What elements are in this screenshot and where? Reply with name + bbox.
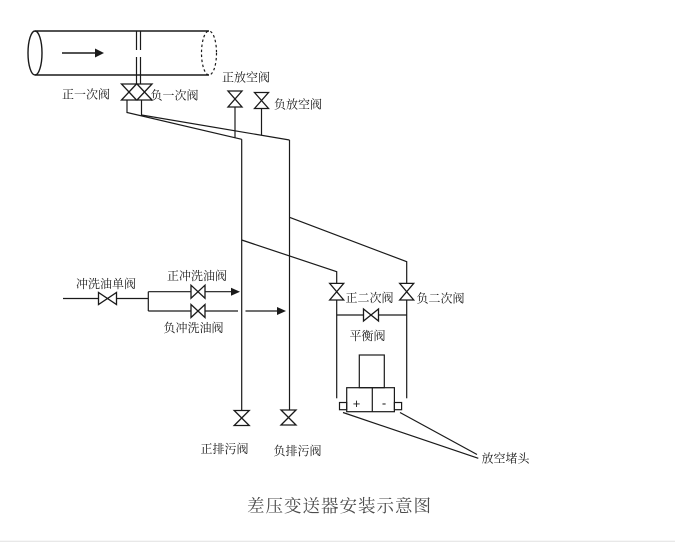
positive-flushing-oil-valve-symbol [191, 285, 205, 298]
flow-arrow-head [95, 49, 104, 58]
orifice-plate [137, 32, 141, 85]
diagram-title: 差压变送器安装示意图 [247, 496, 432, 516]
negative-secondary-valve-label: 负二次阀 [416, 291, 465, 306]
positive-drain-valve-label: 正排污阀 [200, 442, 249, 456]
positive-flushing-oil-valve-label: 正冲洗油阀 [167, 269, 228, 283]
negative-drain-valve-symbol [281, 410, 296, 425]
pipe-right-end [202, 31, 217, 75]
positive-drain-valve-symbol [234, 411, 249, 426]
transmitter-neck [359, 355, 384, 388]
negative-secondary-valve-symbol [400, 283, 414, 300]
positive-port-label: + [352, 396, 361, 411]
negative-drain-valve-label: 负排污阀 [273, 444, 322, 458]
process-pipe [28, 31, 217, 84]
negative-flushing-oil-valve-label: 负冲洗油阀 [163, 321, 224, 335]
balance-valve-symbol [364, 309, 379, 321]
negative-vent-plug [394, 403, 401, 410]
transmitter [340, 355, 402, 412]
vent-plug-pointer-line-right [400, 413, 477, 455]
positive-vent-plug [340, 403, 347, 410]
negative-impulse-line [142, 100, 290, 140]
positive-secondary-valve-symbol [330, 283, 344, 300]
positive-flushing-arrowhead [231, 288, 240, 296]
balance-valve-label: 平衡阀 [349, 329, 386, 343]
flow-arrow [62, 49, 104, 58]
positive-vent-valve-label: 正放空阀 [222, 70, 271, 85]
vent-plug-pointer-line-left [343, 413, 478, 459]
pipe-left-end [28, 31, 42, 75]
negative-secondary-branch [290, 217, 407, 283]
negative-flushing-arrowhead [277, 307, 286, 315]
positive-vent-valve-symbol [228, 91, 242, 107]
negative-vent-valve-symbol [255, 93, 269, 109]
negative-port-label: - [381, 395, 387, 411]
positive-primary-valve-label: 正一次阀 [62, 87, 111, 102]
flushing-oil-single-valve-label: 冲洗油单阀 [76, 277, 137, 291]
negative-primary-valve-label: 负一次阀 [150, 88, 199, 103]
negative-vent-valve-label: 负放空阀 [274, 97, 323, 112]
flushing-oil-single-valve-symbol [99, 293, 117, 305]
flushing-oil-system [63, 268, 286, 335]
positive-impulse-line [127, 100, 242, 139]
vent-plug-label: 放空堵头 [481, 451, 530, 466]
negative-flushing-oil-valve-symbol [191, 305, 205, 318]
positive-secondary-valve-label: 正二次阀 [345, 291, 394, 305]
positive-primary-valve-symbol [122, 84, 137, 100]
